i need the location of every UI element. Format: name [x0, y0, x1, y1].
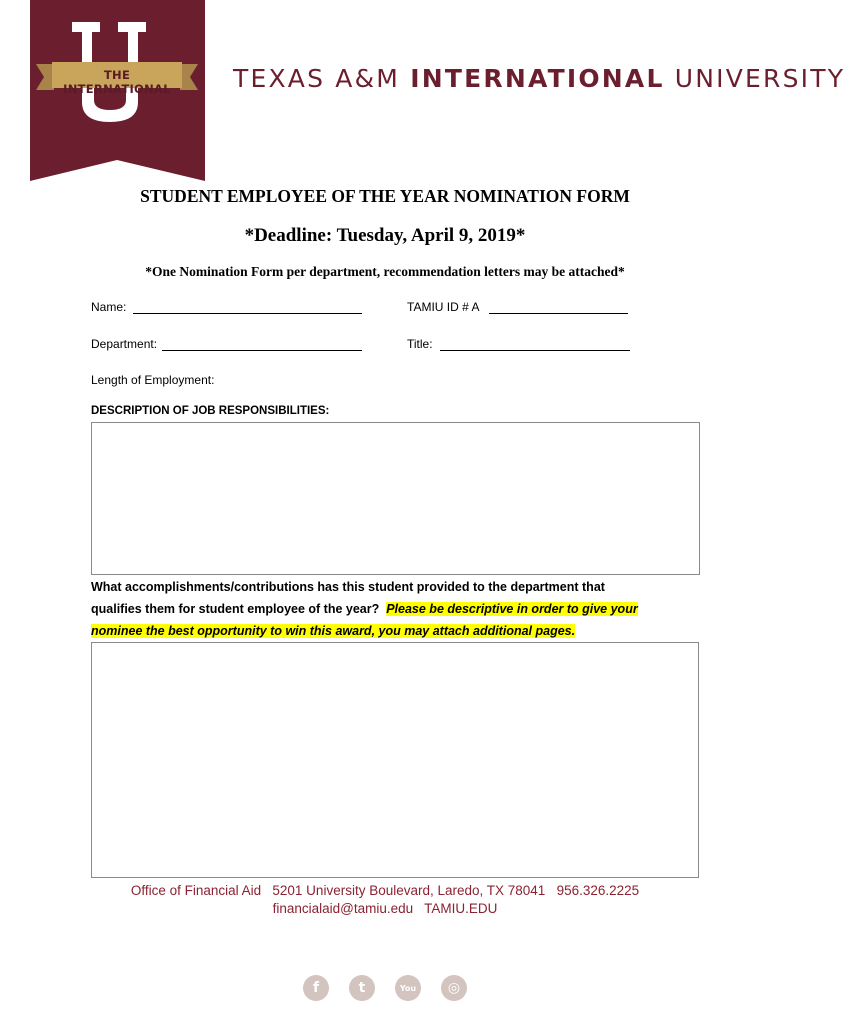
question-line-3 — [91, 624, 575, 638]
description-heading: DESCRIPTION OF JOB RESPONSIBILITIES: — [91, 405, 330, 417]
nomination-note: *One Nomination Form per department, recommendation letters may be attached* — [145, 264, 625, 279]
name-label: Name: — [91, 300, 127, 314]
form-title: STUDENT EMPLOYEE OF THE YEAR NOMINATION FORM — [140, 186, 630, 206]
facebook-icon[interactable]: f — [303, 975, 329, 1001]
footer-contact: financialaid@tamiu.edu TAMIU.EDU — [272, 901, 498, 916]
university-logo-banner — [30, 0, 205, 181]
university-name-prefix: TEXAS A&M — [233, 64, 411, 93]
length-of-employment-label: Length of Employment: — [91, 373, 215, 387]
tamiu-id-field[interactable] — [489, 313, 628, 314]
title-label: Title: — [407, 337, 433, 351]
question-line-1: What accomplishments/contributions has this student provided to the department that — [91, 580, 605, 594]
banner-text: THE INTERNATIONAL — [63, 68, 171, 96]
twitter-icon[interactable]: t — [349, 975, 375, 1001]
instagram-icon[interactable]: ◎ — [441, 975, 467, 1001]
university-name — [233, 64, 845, 93]
department-field[interactable] — [162, 350, 362, 351]
name-field[interactable] — [133, 313, 362, 314]
university-name-suffix: UNIVERSITY — [664, 64, 845, 93]
department-label: Department: — [91, 337, 158, 351]
question-line-2-highlight: Please be descriptive in order to give your — [386, 602, 638, 616]
job-responsibilities-textarea[interactable] — [91, 422, 700, 575]
question-line-2 — [91, 602, 638, 616]
question-line-2-plain: qualifies them for student employee of the year? — [91, 602, 380, 616]
title-field[interactable] — [440, 350, 630, 351]
accomplishments-textarea[interactable] — [91, 642, 699, 878]
social-icons — [0, 975, 770, 1001]
deadline-text: *Deadline: Tuesday, April 9, 2019* — [244, 225, 526, 246]
youtube-icon[interactable]: You — [395, 975, 421, 1001]
footer-address: Office of Financial Aid 5201 University Boulevard, Laredo, TX 78041 956.326.2225 — [130, 883, 640, 898]
tamiu-id-label: TAMIU ID # A — [407, 300, 480, 314]
question-line-3-highlight: nominee the best opportunity to win this award, you may attach additional pages. — [91, 624, 576, 638]
university-name-bold: INTERNATIONAL — [410, 64, 665, 93]
